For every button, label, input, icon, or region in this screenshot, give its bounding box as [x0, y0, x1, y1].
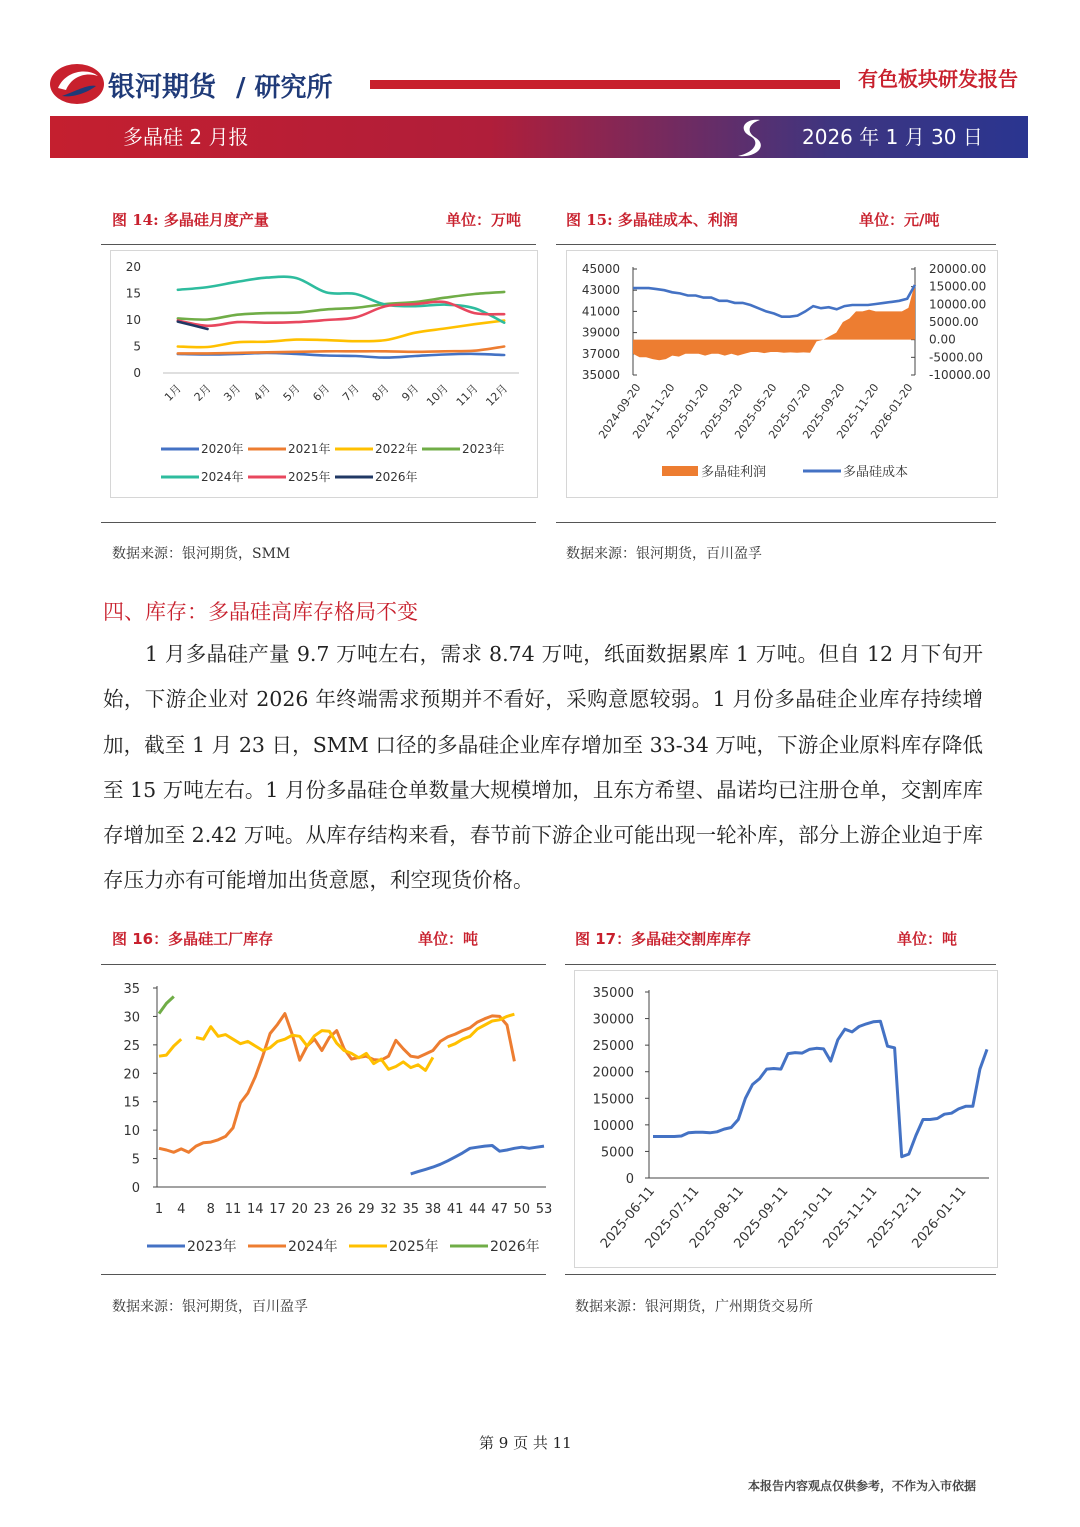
x-tick-label: 2025-09-11 [731, 1183, 792, 1252]
y-tick-label: 20000 [592, 1065, 634, 1081]
x-tick-label: 8 [206, 1202, 215, 1217]
y-tick-label: 30 [123, 1010, 140, 1026]
page-number: 第 9 页 共 11 [479, 1434, 572, 1452]
x-tick-label: 26 [335, 1202, 353, 1217]
disclaimer: 本报告内容观点仅供参考，不作为入市依据 [748, 1479, 977, 1493]
fig16-unit: 单位：吨 [418, 930, 479, 948]
left-tick-label: 43000 [581, 283, 620, 298]
left-tick-label: 41000 [581, 304, 620, 319]
y-tick-label: 15 [125, 286, 141, 301]
series-line-2025年 [159, 1014, 514, 1070]
fig14-chart-box [110, 250, 538, 498]
legend-label: 多晶硅利润 [701, 465, 767, 480]
band-s-mark-icon [730, 116, 770, 158]
legend-label: 多晶硅成本 [843, 465, 909, 480]
right-tick-label: 10000.00 [929, 297, 987, 312]
legend-label: 2022年 [375, 442, 418, 456]
y-tick-label: 15000 [592, 1092, 634, 1108]
fig17-chart-box [574, 970, 998, 1268]
x-tick-label: 2025-12-11 [865, 1183, 926, 1252]
legend-label: 2024年 [288, 1239, 338, 1255]
y-tick-label: 5 [131, 1152, 140, 1168]
x-tick-label: 3月 [221, 381, 244, 404]
series-line-2021年 [178, 347, 504, 354]
x-tick-label: 2025-09-20 [800, 381, 848, 442]
y-tick-label: 0 [131, 1181, 140, 1196]
x-tick-label: 2024-09-20 [596, 381, 644, 442]
y-tick-label: 10000 [592, 1118, 634, 1134]
x-tick-label: 10月 [424, 381, 451, 409]
x-tick-label: 6月 [310, 381, 333, 404]
profit-area [633, 283, 915, 360]
right-tick-label: -5000.00 [929, 350, 983, 365]
x-tick-label: 20 [291, 1202, 308, 1217]
y-tick-label: 10 [123, 1124, 140, 1140]
left-tick-label: 35000 [581, 368, 620, 382]
x-tick-label: 5月 [280, 381, 303, 404]
x-tick-label: 17 [269, 1202, 286, 1217]
legend-label: 2024年 [201, 470, 244, 484]
legend-label: 2023年 [187, 1239, 237, 1255]
y-tick-label: 0 [133, 366, 141, 380]
fig16-chart-box [101, 970, 553, 1268]
x-tick-label: 1 [154, 1202, 164, 1217]
x-tick-label: 11 [224, 1202, 242, 1217]
report-type: 有色板块研发报告 [858, 67, 1018, 91]
doc-title: 多晶硅 2 月报 [123, 125, 249, 149]
header-red-line [370, 80, 840, 89]
legend-label: 2021年 [288, 442, 331, 456]
section-title: 四、库存：多晶硅高库存格局不变 [103, 600, 418, 624]
right-tick-label: 5000.00 [929, 315, 979, 329]
x-tick-label: 47 [491, 1202, 508, 1217]
x-tick-label: 2025-08-11 [687, 1183, 748, 1252]
legend-swatch [662, 466, 698, 476]
y-tick-label: 20 [125, 260, 141, 274]
y-tick-label: 25 [123, 1038, 140, 1054]
logo-subtext: / 研究所 [236, 73, 333, 103]
fig15-top-rule [556, 244, 996, 245]
x-tick-label: 2026-01-20 [868, 381, 916, 442]
x-tick-label: 35 [402, 1202, 420, 1217]
x-tick-label: 2025-11-20 [834, 381, 882, 442]
fig16-bottom-rule [101, 1274, 546, 1275]
x-tick-label: 12月 [483, 381, 511, 409]
x-tick-label: 2025-05-20 [732, 381, 780, 442]
fig14-title: 图 14: 多晶硅月度产量 [112, 211, 269, 229]
x-tick-label: 2025-07-11 [642, 1183, 703, 1252]
series-line-2023年 [411, 1146, 544, 1174]
fig15-source: 数据来源：银河期货，百川盈孚 [566, 546, 762, 562]
x-tick-label: 38 [424, 1202, 442, 1217]
x-tick-label: 2025-10-11 [776, 1183, 837, 1252]
x-tick-label: 29 [358, 1202, 375, 1217]
x-tick-label: 23 [313, 1202, 331, 1217]
x-tick-label: 2025-01-20 [664, 381, 712, 442]
left-tick-label: 39000 [581, 325, 620, 340]
x-tick-label: 7月 [340, 381, 362, 404]
y-tick-label: 5000 [600, 1145, 634, 1161]
logo-text: 银河期货 [108, 72, 216, 103]
fig14-chart [111, 251, 537, 497]
x-tick-label: 41 [446, 1202, 464, 1217]
fig17-chart [575, 971, 997, 1267]
right-tick-label: 20000.00 [929, 262, 987, 276]
legend-label: 2020年 [201, 442, 244, 456]
y-tick-label: 20 [123, 1067, 140, 1083]
series-line-2026年 [159, 997, 174, 1014]
x-tick-label: 1月 [162, 381, 184, 404]
x-tick-label: 4月 [251, 381, 273, 404]
y-tick-label: 10 [125, 313, 141, 327]
x-tick-label: 4 [177, 1202, 186, 1217]
fig15-unit: 单位：元/吨 [859, 211, 940, 229]
y-tick-label: 35000 [592, 986, 634, 1001]
fig17-top-rule [565, 964, 996, 965]
x-tick-label: 9月 [399, 381, 422, 404]
x-tick-label: 44 [469, 1202, 486, 1217]
y-tick-label: 0 [625, 1172, 634, 1187]
legend-label: 2025年 [288, 470, 331, 484]
fig17-source: 数据来源：银河期货，广州期货交易所 [575, 1299, 813, 1315]
x-tick-label: 14 [246, 1202, 264, 1217]
x-tick-label: 2025-06-11 [598, 1183, 659, 1252]
y-tick-label: 15 [123, 1095, 140, 1111]
fig14-top-rule [101, 244, 536, 245]
fig14-bottom-rule [101, 522, 536, 523]
right-tick-label: 0.00 [929, 332, 956, 347]
y-tick-label: 35 [123, 982, 140, 997]
section-paragraph: 1 月多晶硅产量 9.7 万吨左右，需求 8.74 万吨，纸面数据累库 1 万吨。但自 12 月下旬开始，下游企业对 2026 年终端需求预期并不看好，采购意愿较弱。1 月份多晶硅企业库存持续增加，截至 1 月 23 日，SMM 口径的多晶硅企业库存增加至 33-34 万吨，下游企业原料库存降低至 15 万吨左右。1 月份多晶硅仓单数量大规模增加，且东方希望、晶诺均已注册仓单，交割库库存增加至 2.42 万吨。从库存结构来看，春节前下游企业可能出现一轮补库，部分上游企业迫于库存压力亦有可能增加出货意愿，利空现货价格。 [103, 642, 983, 893]
x-tick-label: 2月 [191, 381, 214, 404]
right-tick-label: 15000.00 [929, 279, 987, 294]
fig16-chart [101, 970, 553, 1268]
fig16-source: 数据来源：银河期货，百川盈孚 [112, 1299, 308, 1315]
fig14-unit: 单位：万吨 [446, 211, 522, 229]
x-tick-label: 11月 [453, 381, 481, 409]
x-tick-label: 32 [380, 1202, 397, 1217]
y-tick-label: 30000 [592, 1012, 634, 1028]
fig17-title: 图 17：多晶硅交割库库存 [575, 930, 752, 948]
series-line-2025年 [178, 302, 504, 326]
legend-label: 2026年 [375, 470, 418, 484]
right-tick-label: -10000.00 [929, 368, 991, 382]
report-date: 2026 年 1 月 30 日 [802, 125, 983, 149]
fig15-chart [567, 251, 997, 497]
legend-label: 2026年 [490, 1239, 540, 1255]
fig15-title: 图 15: 多晶硅成本、利润 [566, 211, 738, 229]
x-tick-label: 2024-11-20 [630, 381, 678, 442]
fig16-title: 图 16：多晶硅工厂库存 [112, 930, 274, 948]
header [0, 0, 1080, 170]
inventory-line [653, 1021, 987, 1156]
fig17-bottom-rule [565, 1274, 996, 1275]
x-tick-label: 2025-07-20 [766, 381, 814, 442]
legend-label: 2025年 [389, 1239, 439, 1255]
x-tick-label: 53 [535, 1202, 553, 1217]
title-band [50, 116, 1028, 158]
x-tick-label: 2025-11-11 [820, 1183, 881, 1252]
fig15-chart-box [566, 250, 998, 498]
x-tick-label: 50 [513, 1202, 531, 1217]
x-tick-label: 8月 [369, 381, 392, 404]
left-tick-label: 45000 [581, 262, 620, 276]
fig17-unit: 单位：吨 [897, 930, 958, 948]
fig16-top-rule [101, 964, 546, 965]
series-line-2024年 [159, 1014, 514, 1153]
legend-label: 2023年 [462, 442, 505, 456]
x-tick-label: 2025-03-20 [698, 381, 746, 442]
fig15-bottom-rule [556, 522, 996, 523]
fig14-source: 数据来源：银河期货，SMM [112, 546, 291, 562]
y-tick-label: 25000 [592, 1039, 634, 1055]
y-tick-label: 5 [133, 339, 141, 354]
x-tick-label: 2026-01-11 [909, 1183, 970, 1252]
left-tick-label: 37000 [581, 346, 620, 361]
galaxy-logo-icon [48, 62, 106, 106]
